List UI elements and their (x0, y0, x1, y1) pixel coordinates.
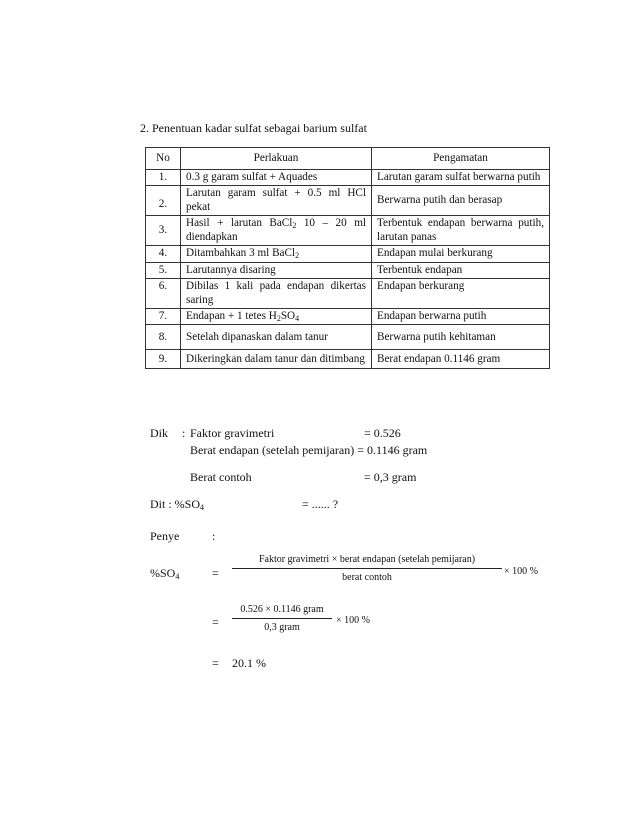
perlakuan-text: 10 – 20 ml diendapkan (186, 217, 367, 243)
row-number: 7. (146, 308, 181, 324)
row-perlakuan: Dibilas 1 kali pada endapan dikertas saring (181, 279, 372, 309)
observation-table (145, 147, 550, 369)
header-no: No (146, 148, 181, 170)
penye-colon: : (212, 529, 216, 543)
table-row (146, 170, 550, 186)
row-perlakuan: Larutannya disaring (181, 262, 372, 278)
dik-line3-value: = 0,3 gram (364, 470, 417, 484)
perlakuan-text: Ditambahkan 3 ml BaCl (186, 247, 296, 260)
row-pengamatan: Larutan garam sulfat berwarna putih (372, 170, 550, 186)
row-number: 5. (146, 262, 181, 278)
row-pengamatan: Endapan mulai berkurang (372, 246, 550, 262)
row-pengamatan: Berat endapan 0.1146 gram (372, 350, 550, 368)
subscript: 4 (200, 503, 205, 512)
dik-line1-label: Faktor gravimetri (190, 426, 275, 440)
dik-label: Dik (150, 426, 168, 440)
fraction-bar (232, 618, 332, 619)
row-pengamatan: Endapan berwarna putih (372, 308, 550, 324)
dik-line3-label: Berat contoh (190, 470, 252, 484)
table-row (146, 279, 550, 309)
row-number: 3. (146, 216, 181, 246)
fraction-numerator: Faktor gravimetri × berat endapan (setelah pemijaran) (258, 554, 476, 565)
table-row (146, 216, 550, 246)
table-row (146, 262, 550, 278)
row-perlakuan: Dikeringkan dalam tanur dan ditimbang (181, 350, 372, 368)
header-pengamatan: Pengamatan (372, 148, 550, 170)
perlakuan-text: SO (280, 309, 296, 322)
row-perlakuan: Larutan garam sulfat + 0.5 ml HCl pekat (181, 186, 372, 216)
section-title: 2. Penentuan kadar sulfat sebagai barium sulfat (140, 121, 367, 135)
formula-lhs (150, 566, 179, 581)
fraction-main (232, 554, 502, 583)
fraction-numerator: 0.526 × 0.1146 gram (240, 604, 324, 615)
dik-line2: Berat endapan (setelah pemijaran) = 0.1146 gram (190, 443, 428, 457)
table-header-row (146, 148, 550, 170)
subscript: 2 (292, 221, 297, 231)
fraction-denominator: 0,3 gram (264, 622, 300, 633)
row-pengamatan: Berwarna putih kehitaman (372, 325, 550, 350)
row-perlakuan: 0.3 g garam sulfat + Aquades (181, 170, 372, 186)
dik-line1-value: = 0.526 (364, 426, 401, 440)
dit-label (150, 497, 204, 512)
row-perlakuan (181, 246, 372, 262)
dit-prefix: Dit : %SO (150, 497, 201, 511)
row-number: 6. (146, 279, 181, 309)
row-number: 9. (146, 350, 181, 368)
row-number: 8. (146, 325, 181, 350)
table-row (146, 350, 550, 368)
fraction-denominator: berat contoh (342, 572, 392, 583)
times-hundred: × 100 % (336, 615, 370, 626)
equals-sign: = (212, 615, 219, 629)
equals-sign: = (212, 656, 219, 670)
dik-separator: : (182, 426, 186, 440)
row-pengamatan: Berwarna putih dan berasap (372, 186, 550, 216)
row-number: 1. (146, 170, 181, 186)
row-perlakuan (181, 216, 372, 246)
subscript: 4 (175, 572, 180, 581)
subscript: 2 (276, 313, 281, 323)
row-pengamatan: Terbentuk endapan (372, 262, 550, 278)
row-pengamatan: Terbentuk endapan berwarna putih, larutan panas (372, 216, 550, 246)
row-number: 2. (146, 186, 181, 216)
result-value: 20.1 % (232, 656, 266, 670)
subscript: 2 (295, 251, 300, 261)
fraction-bar (232, 568, 502, 569)
row-pengamatan: Endapan berkurang (372, 279, 550, 309)
row-number: 4. (146, 246, 181, 262)
perlakuan-text: Endapan + 1 tetes H (186, 309, 277, 322)
times-hundred: × 100 % (504, 566, 538, 577)
row-perlakuan: Setelah dipanaskan dalam tanur (181, 325, 372, 350)
header-perlakuan: Perlakuan (181, 148, 372, 170)
penye-label: Penye (150, 529, 180, 543)
fraction-substituted (232, 604, 332, 633)
formula-lhs-prefix: %SO (150, 566, 176, 580)
table-row (146, 308, 550, 324)
equals-sign: = (212, 566, 219, 580)
perlakuan-text: Hasil + larutan BaCl (186, 217, 293, 230)
dit-value: = ...... ? (302, 497, 339, 511)
subscript: 4 (295, 313, 300, 323)
table-row (146, 325, 550, 350)
table-row (146, 186, 550, 216)
table-row (146, 246, 550, 262)
row-perlakuan (181, 308, 372, 324)
